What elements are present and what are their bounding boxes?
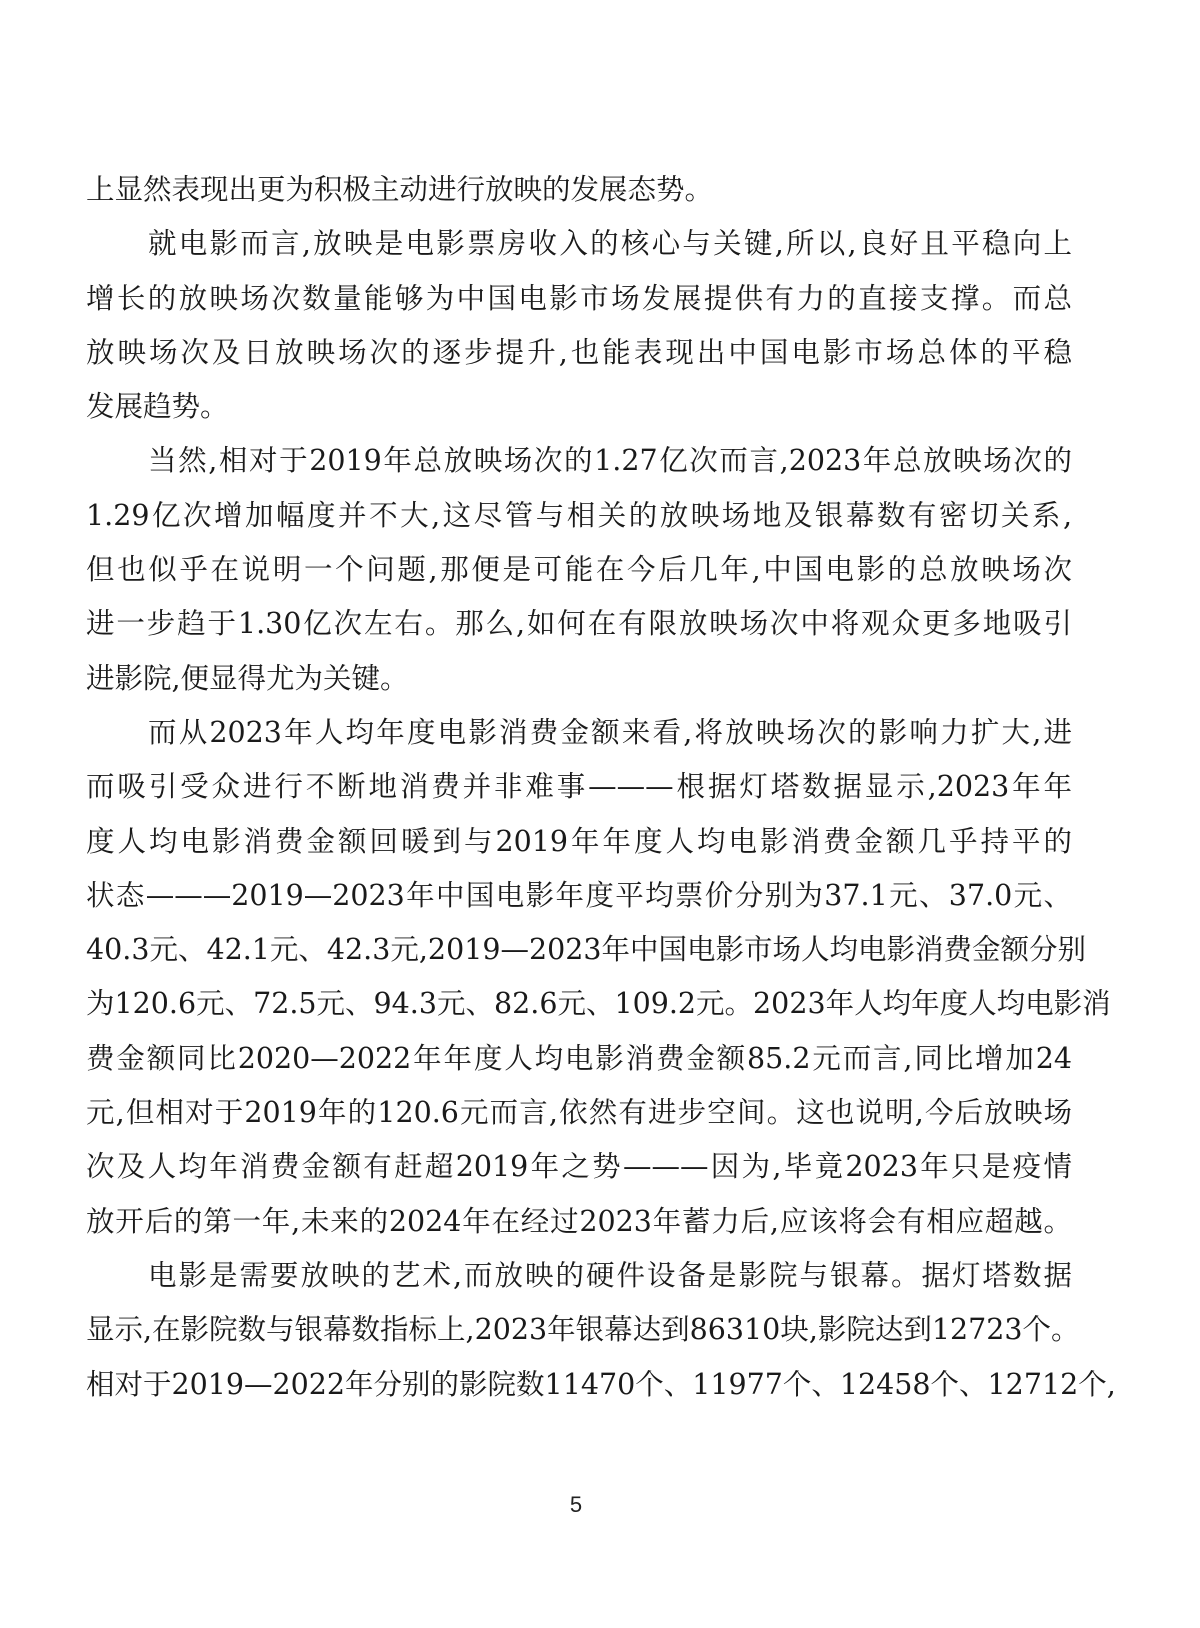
paragraph-line: 元,但相对于2019年的120.6元而言,依然有进步空间。这也说明,今后放映场 bbox=[86, 1096, 1072, 1130]
paragraph-line: 1.29亿次增加幅度并不大,这尽管与相关的放映场地及银幕数有密切关系, bbox=[86, 498, 1072, 532]
paragraph-line: 相对于2019—2022年分别的影院数11470个、11977个、12458个、12712个, bbox=[86, 1367, 1116, 1401]
paragraph-line: 但也似乎在说明一个问题,那便是可能在今后几年,中国电影的总放映场次 bbox=[86, 553, 1072, 587]
paragraph-line: 而吸引受众进行不断地消费并非难事———根据灯塔数据显示,2023年年 bbox=[86, 770, 1072, 804]
paragraph-line: 上显然表现出更为积极主动进行放映的发展态势。 bbox=[86, 173, 714, 206]
paragraph-line: 发展趋势。 bbox=[86, 390, 229, 424]
paragraph-line: 就电影而言,放映是电影票房收入的核心与关键,所以,良好且平稳向上 bbox=[148, 227, 1072, 261]
paragraph-line: 当然,相对于2019年总放映场次的1.27亿次而言,2023年总放映场次的 bbox=[148, 444, 1072, 478]
paragraph-line: 增长的放映场次数量能够为中国电影市场发展提供有力的直接支撑。而总 bbox=[86, 281, 1072, 315]
paragraph-line: 为120.6元、72.5元、94.3元、82.6元、109.2元。2023年人均年度人均电影消 bbox=[86, 987, 1111, 1021]
paragraph-line: 进一步趋于1.30亿次左右。那么,如何在有限放映场次中将观众更多地吸引 bbox=[86, 607, 1072, 641]
paragraph-line: 度人均电影消费金额回暖到与2019年年度人均电影消费金额几乎持平的 bbox=[86, 824, 1072, 858]
paragraph-line: 进影院,便显得尤为关键。 bbox=[86, 661, 409, 695]
page-number: 5 bbox=[569, 1492, 583, 1517]
paragraph-line: 显示,在影院数与银幕数指标上,2023年银幕达到86310块,影院达到12723个。 bbox=[86, 1313, 1080, 1347]
paragraph-line: 次及人均年消费金额有赶超2019年之势———因为,毕竟2023年只是疫情 bbox=[86, 1150, 1072, 1184]
paragraph-line: 放映场次及日放映场次的逐步提升,也能表现出中国电影市场总体的平稳 bbox=[86, 335, 1072, 369]
paragraph-line: 状态———2019—2023年中国电影年度平均票价分别为37.1元、37.0元、 bbox=[86, 878, 1072, 912]
paragraph-line: 而从2023年人均年度电影消费金额来看,将放映场次的影响力扩大,进 bbox=[148, 715, 1072, 749]
body-text bbox=[86, 163, 1116, 1412]
paragraph-line: 40.3元、42.1元、42.3元,2019—2023年中国电影市场人均电影消费金额分别 bbox=[86, 933, 1086, 967]
paragraph-line: 费金额同比2020—2022年年度人均电影消费金额85.2元而言,同比增加24 bbox=[86, 1041, 1072, 1075]
paragraph-line: 电影是需要放映的艺术,而放映的硬件设备是影院与银幕。据灯塔数据 bbox=[148, 1258, 1072, 1292]
paragraph-line: 放开后的第一年,未来的2024年在经过2023年蓄力后,应该将会有相应超越。 bbox=[86, 1204, 1072, 1238]
